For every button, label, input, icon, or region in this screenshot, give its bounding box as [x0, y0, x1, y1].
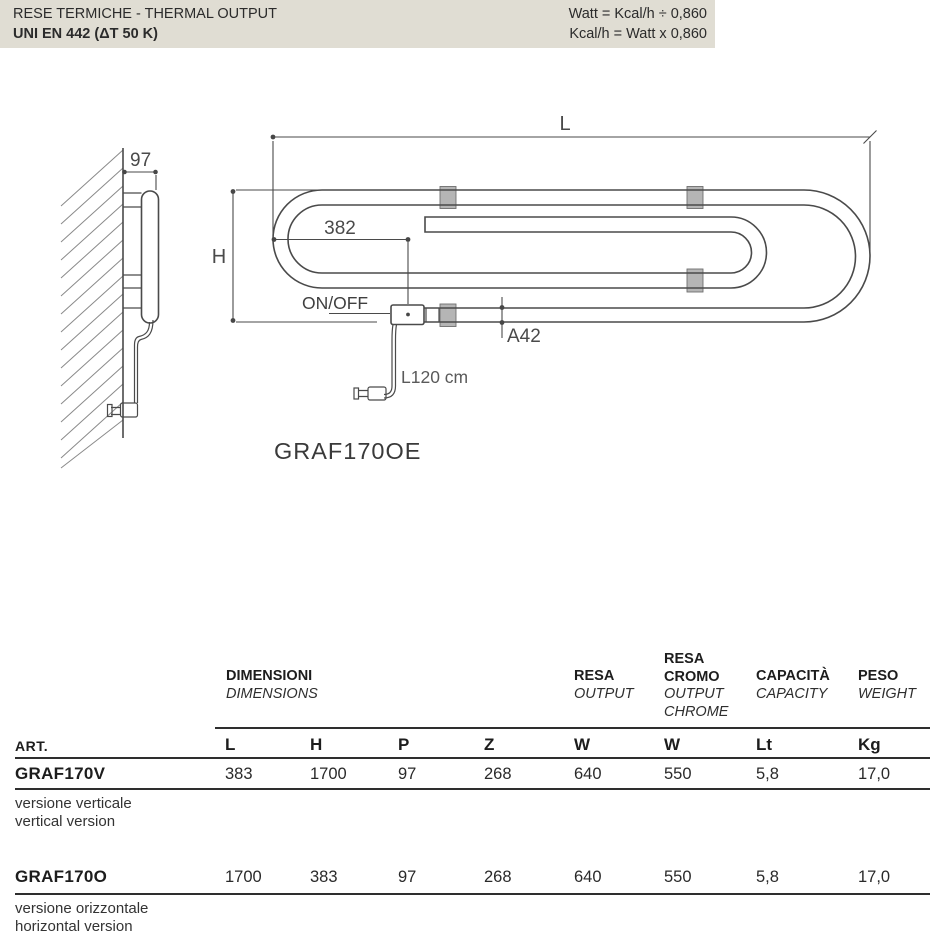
side-cable — [135, 320, 154, 403]
value-output: 640 — [574, 765, 602, 783]
group-label-it: RESA — [574, 668, 615, 684]
value-capacity: 5,8 — [756, 868, 779, 886]
value-capacity: 5,8 — [756, 765, 779, 783]
table-rule — [15, 757, 930, 759]
power-cable — [392, 325, 397, 387]
value-weight: 17,0 — [858, 765, 891, 783]
side-view — [61, 148, 159, 468]
group-label-en: DIMENSIONS — [226, 685, 318, 702]
unit-header-Kg: Kg — [858, 735, 881, 754]
axis-dim-label: A42 — [507, 326, 541, 347]
column-group-output — [574, 668, 634, 703]
band-title-line2: UNI EN 442 (ΔT 50 K) — [13, 26, 158, 42]
group-label-en: OUTPUT — [664, 686, 724, 702]
switch-label: ON/OFF — [302, 293, 369, 313]
band-formula-line1: Watt = Kcal/h ÷ 0,860 — [568, 6, 707, 22]
note-italian: versione verticale — [15, 795, 132, 812]
value-output: 640 — [574, 868, 602, 886]
value-L: 1700 — [225, 868, 262, 886]
column-group-weight — [858, 668, 916, 703]
wall-hatching — [61, 150, 123, 468]
radiator-profile — [142, 191, 159, 323]
art-column-header: ART. — [15, 738, 49, 754]
unit-header-Lt: Lt — [756, 735, 773, 754]
group-label-it: RESA — [664, 651, 705, 667]
group-label-it: CAPACITÀ — [756, 668, 830, 684]
table-rule — [15, 788, 930, 790]
group-label-en: CHROME — [664, 703, 729, 720]
unit-header-L: L — [225, 735, 236, 754]
value-output-chrome: 550 — [664, 765, 692, 783]
value-H: 383 — [310, 868, 338, 886]
value-Z: 268 — [484, 765, 512, 783]
value-P: 97 — [398, 765, 417, 783]
front-view — [212, 113, 877, 464]
length-dim-label: L — [559, 113, 571, 135]
value-Z: 268 — [484, 868, 512, 886]
unit-header-Z: Z — [484, 735, 495, 754]
table-rule — [15, 893, 930, 895]
depth-dim-line — [123, 172, 157, 190]
value-H: 1700 — [310, 765, 347, 783]
value-P: 97 — [398, 868, 417, 886]
band-formula-line2: Kcal/h = Watt x 0,860 — [569, 26, 707, 42]
unit-header-P: P — [398, 735, 410, 754]
unit-header-H: H — [310, 735, 323, 754]
column-group-capacity — [756, 668, 830, 703]
row-note — [15, 795, 132, 831]
power-plug — [354, 386, 396, 400]
group-label-it: CROMO — [664, 668, 720, 685]
depth-dim-label: 97 — [130, 150, 152, 171]
note-english: horizontal version — [15, 918, 133, 935]
group-label-it: PESO — [858, 668, 899, 684]
band-title-line1: RESE TERMICHE - THERMAL OUTPUT — [13, 6, 277, 22]
note-english: vertical version — [15, 813, 116, 830]
height-dim-label: H — [211, 246, 227, 268]
cable-length-label: L120 cm — [401, 367, 469, 387]
table-rule — [215, 727, 930, 729]
group-label-en: WEIGHT — [858, 685, 916, 702]
group-label-en: CAPACITY — [756, 685, 828, 702]
note-italian: versione orizzontale — [15, 900, 149, 917]
article-code: GRAF170O — [15, 867, 108, 886]
article-code: GRAF170V — [15, 764, 106, 783]
row-note — [15, 900, 148, 936]
group-label-en: OUTPUT — [574, 685, 634, 702]
switch-indicator-dot — [406, 313, 410, 317]
group-label-it: DIMENSIONI — [226, 668, 313, 684]
model-code-label: GRAF170OE — [274, 438, 422, 464]
inner-dim-label: 382 — [324, 218, 356, 239]
wall-bracket-lines — [123, 193, 142, 308]
unit-header-W-chrome: W — [664, 735, 681, 754]
value-weight: 17,0 — [858, 868, 891, 886]
value-L: 383 — [225, 765, 253, 783]
value-output-chrome: 550 — [664, 868, 692, 886]
unit-header-W: W — [574, 735, 591, 754]
column-group-dimensions — [226, 668, 318, 703]
column-group-output-chrome — [664, 651, 728, 721]
